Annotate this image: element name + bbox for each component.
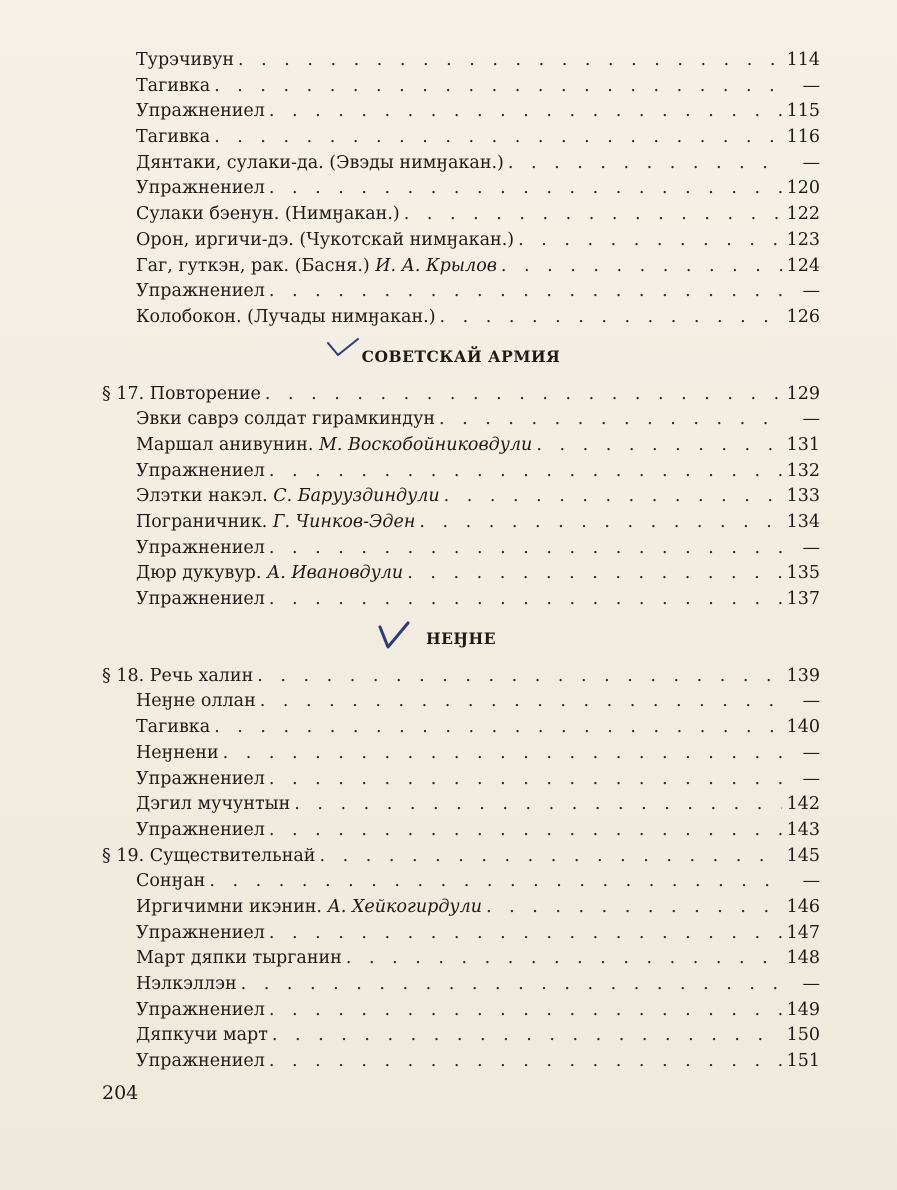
toc-entry-title-text: Упражнениел xyxy=(136,178,265,199)
toc-entry-author: А. Ивановдули xyxy=(267,563,404,584)
toc-entry-title xyxy=(102,1023,268,1049)
toc-entry-title-text: Сулаки бэенун. (Нимӈакан.) xyxy=(136,204,400,225)
dot-leader xyxy=(214,715,782,741)
toc-entry-title xyxy=(102,741,219,767)
toc-entry-author: М. Воскобойниковдули xyxy=(318,434,533,455)
toc-entry-title-text: Дюр дукувур. xyxy=(136,563,268,584)
toc-entry-title-text: Упражнениел xyxy=(136,589,265,610)
toc-entry-title xyxy=(102,484,440,510)
toc-entry-title xyxy=(102,664,253,690)
toc-entry-author: Г. Чинков-Эден xyxy=(272,512,416,532)
section-heading xyxy=(102,331,820,382)
toc-entry-page: 131 xyxy=(786,434,820,455)
toc-entry-title xyxy=(102,536,265,562)
toc-entry-title xyxy=(102,844,315,870)
toc-entry-page: — xyxy=(802,691,820,712)
toc-entry-title-text: § 19. Существительнай xyxy=(102,845,316,866)
toc-entry-page: — xyxy=(802,974,820,994)
toc-entry xyxy=(102,279,820,305)
toc-entry-title xyxy=(102,895,482,921)
toc-entry-title-text: § 18. Речь халин xyxy=(102,665,254,686)
toc-entry-title xyxy=(102,433,532,459)
toc-entry-title-text: Тагивка xyxy=(136,127,211,148)
toc-entry-page: — xyxy=(802,537,820,558)
toc-entry-title xyxy=(102,998,265,1024)
toc-entry xyxy=(102,818,820,844)
toc-entry-title xyxy=(102,176,265,202)
toc-entry-title xyxy=(102,689,256,715)
dot-leader xyxy=(241,972,782,998)
dot-leader xyxy=(404,202,782,228)
toc-entry-title xyxy=(102,792,290,818)
toc-entry-title-text: Неӈне оллан xyxy=(136,691,256,712)
toc-entry-page: — xyxy=(802,409,820,430)
toc-entry-page: — xyxy=(802,75,820,96)
toc-entry-title xyxy=(102,125,210,151)
toc-entry-title-text: Дянтаки, сулаки-да. (Эвэды нимӈакан.) xyxy=(136,152,504,173)
toc-entry-title-text: Упражнениел xyxy=(136,460,265,481)
toc-entry xyxy=(102,459,820,485)
toc-entry-page: — xyxy=(802,768,820,789)
dot-leader xyxy=(508,151,782,177)
toc-entry xyxy=(102,382,820,408)
toc-entry-title-text: Элэтки накэл. xyxy=(136,486,274,507)
toc-entry-title xyxy=(102,587,265,613)
toc-entry xyxy=(102,484,820,510)
toc-entry-title xyxy=(102,279,265,305)
toc-entry-author: А. Хейкогирдули xyxy=(327,896,482,917)
toc-entry-title-text: Упражнениел xyxy=(136,1051,265,1072)
toc-entry-page: 124 xyxy=(786,255,820,276)
toc-entry-title-text: Эвки саврэ солдат гирамкиндун xyxy=(136,409,436,430)
handwritten-check-mark-icon xyxy=(374,621,414,651)
toc-entry xyxy=(102,715,820,741)
handwritten-check-mark-icon xyxy=(324,333,364,363)
toc-entry-title-text: Упражнениел xyxy=(136,999,265,1020)
toc-entry-page: 142 xyxy=(786,794,820,815)
toc-entry-title-text: Пограничник. xyxy=(136,512,273,532)
toc-entry-title xyxy=(102,459,265,485)
toc-entry xyxy=(102,741,820,767)
toc-entry xyxy=(102,1023,820,1049)
toc-entry-page: 145 xyxy=(786,845,820,866)
toc-entry-title-text: Гаг, гуткэн, рак. (Басня.) xyxy=(136,255,376,276)
dot-leader xyxy=(440,305,782,331)
toc-entry-page: 126 xyxy=(786,306,820,327)
toc-entry xyxy=(102,433,820,459)
toc-entry-page: — xyxy=(802,742,820,763)
toc-entry xyxy=(102,895,820,921)
toc-entry-page: 134 xyxy=(786,512,820,532)
toc-entry xyxy=(102,946,820,972)
toc-entry-page: 146 xyxy=(786,896,820,917)
dot-leader xyxy=(269,767,782,793)
toc-entry xyxy=(102,202,820,228)
toc-entry xyxy=(102,561,820,587)
toc-entry-title xyxy=(102,561,403,587)
toc-entry xyxy=(102,664,820,690)
dot-leader xyxy=(223,741,782,767)
toc-entry-page: 115 xyxy=(786,101,820,122)
toc-entry-title xyxy=(102,715,210,741)
dot-leader xyxy=(257,664,782,690)
section-heading-text: СОВЕТСКАЙ АРМИЯ xyxy=(361,346,561,366)
dot-leader xyxy=(486,895,782,921)
dot-leader xyxy=(265,382,782,408)
toc-entry-title xyxy=(102,818,265,844)
section-heading xyxy=(102,613,820,664)
toc-entry xyxy=(102,844,820,870)
toc-entry-title xyxy=(102,254,497,280)
dot-leader xyxy=(407,561,782,587)
dot-leader xyxy=(419,510,782,536)
dot-leader xyxy=(269,1049,782,1075)
toc-entry-page: 149 xyxy=(786,999,820,1020)
dot-leader xyxy=(269,459,782,485)
toc-entry-title-text: Упражнениел xyxy=(136,768,265,789)
toc-entry-title-text: Упражнениел xyxy=(136,819,265,840)
toc-entry-title xyxy=(102,972,237,998)
toc-entry-title-text: Турэчивун xyxy=(136,50,235,70)
toc-entry-title-text: Орон, иргичи-дэ. (Чукотскай нимӈакан.) xyxy=(136,229,515,250)
toc-entry-page: — xyxy=(802,152,820,173)
toc-entry xyxy=(102,305,820,331)
toc-entry-page: 151 xyxy=(786,1051,820,1072)
toc-entry-page: 116 xyxy=(786,127,820,148)
toc-entry xyxy=(102,921,820,947)
toc-entry-title xyxy=(102,1049,265,1075)
toc-entry-title xyxy=(102,767,265,793)
dot-leader xyxy=(346,946,782,972)
toc-entry-page: 120 xyxy=(786,178,820,199)
toc-entry xyxy=(102,407,820,433)
toc-entry-title-text: Дэгил мучунтын xyxy=(136,794,291,815)
dot-leader xyxy=(214,125,782,151)
toc-entry-title xyxy=(102,869,205,895)
toc-entry-page: 133 xyxy=(786,486,820,507)
toc-entry-title xyxy=(102,48,234,74)
toc-entry-page: 147 xyxy=(786,922,820,943)
toc-entry-author: И. А. Крылов xyxy=(375,255,497,276)
toc-entry-title xyxy=(102,921,265,947)
dot-leader xyxy=(269,176,782,202)
toc-entry xyxy=(102,176,820,202)
table-of-contents xyxy=(102,48,820,1075)
toc-entry-title-text: Тагивка xyxy=(136,75,211,96)
toc-entry xyxy=(102,767,820,793)
toc-entry xyxy=(102,998,820,1024)
toc-entry xyxy=(102,510,820,536)
dot-leader xyxy=(536,433,782,459)
toc-entry xyxy=(102,254,820,280)
toc-entry-title xyxy=(102,202,400,228)
toc-entry xyxy=(102,689,820,715)
toc-entry-title-text: Тагивка xyxy=(136,717,211,738)
toc-entry-page: 139 xyxy=(786,665,820,686)
toc-entry-title xyxy=(102,382,261,408)
dot-leader xyxy=(269,818,782,844)
dot-leader xyxy=(269,99,782,125)
dot-leader xyxy=(518,228,782,254)
toc-entry-title xyxy=(102,305,436,331)
toc-entry-title-text: Иргичимни икэнин. xyxy=(136,896,328,917)
toc-entry-title-text: Маршал анивунин. xyxy=(136,434,319,455)
dot-leader xyxy=(238,48,782,74)
dot-leader xyxy=(260,689,782,715)
dot-leader xyxy=(209,869,782,895)
toc-entry xyxy=(102,792,820,818)
toc-entry xyxy=(102,536,820,562)
toc-entry-page: 132 xyxy=(786,460,820,481)
toc-entry xyxy=(102,1049,820,1075)
toc-entry-title-text: Дяпкучи март xyxy=(136,1025,268,1046)
toc-entry xyxy=(102,99,820,125)
toc-entry xyxy=(102,125,820,151)
dot-leader xyxy=(269,279,782,305)
page-number: 204 xyxy=(102,1082,139,1104)
dot-leader xyxy=(294,792,782,818)
toc-entry-title xyxy=(102,99,265,125)
toc-entry-title xyxy=(102,946,342,972)
toc-entry-title-text: Март дяпки тырганин xyxy=(136,948,342,969)
toc-entry-title-text: Нэлкэллэн xyxy=(136,974,237,994)
toc-entry-title xyxy=(102,407,435,433)
toc-entry xyxy=(102,587,820,613)
section-heading-text: НЕӇНЕ xyxy=(425,628,497,648)
toc-entry-page: 123 xyxy=(786,229,820,250)
toc-entry-page: 143 xyxy=(786,819,820,840)
toc-entry-author: С. Барууздиндули xyxy=(273,486,440,507)
toc-entry-title-text: Неӈнени xyxy=(136,742,219,763)
dot-leader xyxy=(272,1023,782,1049)
toc-entry-title xyxy=(102,510,415,536)
toc-entry-title-text: Упражнениел xyxy=(136,922,265,943)
toc-entry-title xyxy=(102,228,514,254)
dot-leader xyxy=(501,254,782,280)
toc-entry-page: 129 xyxy=(786,383,820,404)
toc-entry-page: 114 xyxy=(786,50,820,70)
toc-entry-title-text: § 17. Повторение xyxy=(102,383,261,404)
toc-entry-page: 140 xyxy=(786,717,820,738)
dot-leader xyxy=(444,484,782,510)
toc-entry-page: 137 xyxy=(786,589,820,610)
dot-leader xyxy=(319,844,782,870)
toc-entry xyxy=(102,869,820,895)
toc-entry-title xyxy=(102,74,210,100)
toc-entry xyxy=(102,972,820,998)
toc-entry xyxy=(102,151,820,177)
toc-entry-title-text: Упражнениел xyxy=(136,101,265,122)
toc-entry xyxy=(102,74,820,100)
toc-entry xyxy=(102,228,820,254)
toc-entry-page: 135 xyxy=(786,563,820,584)
toc-entry-page: — xyxy=(802,871,820,892)
dot-leader xyxy=(439,407,782,433)
dot-leader xyxy=(269,536,782,562)
dot-leader xyxy=(269,587,782,613)
toc-entry-page: — xyxy=(802,281,820,302)
dot-leader xyxy=(269,998,782,1024)
toc-entry-title-text: Сонӈан xyxy=(136,871,206,892)
toc-entry-page: 148 xyxy=(786,948,820,969)
toc-entry-title-text: Колобокон. (Лучады нимӈакан.) xyxy=(136,306,436,327)
dot-leader xyxy=(214,74,782,100)
toc-entry-page: 122 xyxy=(786,204,820,225)
toc-entry-title xyxy=(102,151,504,177)
toc-entry-page: 150 xyxy=(786,1025,820,1046)
dot-leader xyxy=(269,921,782,947)
toc-entry-title-text: Упражнениел xyxy=(136,537,265,558)
toc-entry xyxy=(102,48,820,74)
toc-entry-title-text: Упражнениел xyxy=(136,281,265,302)
